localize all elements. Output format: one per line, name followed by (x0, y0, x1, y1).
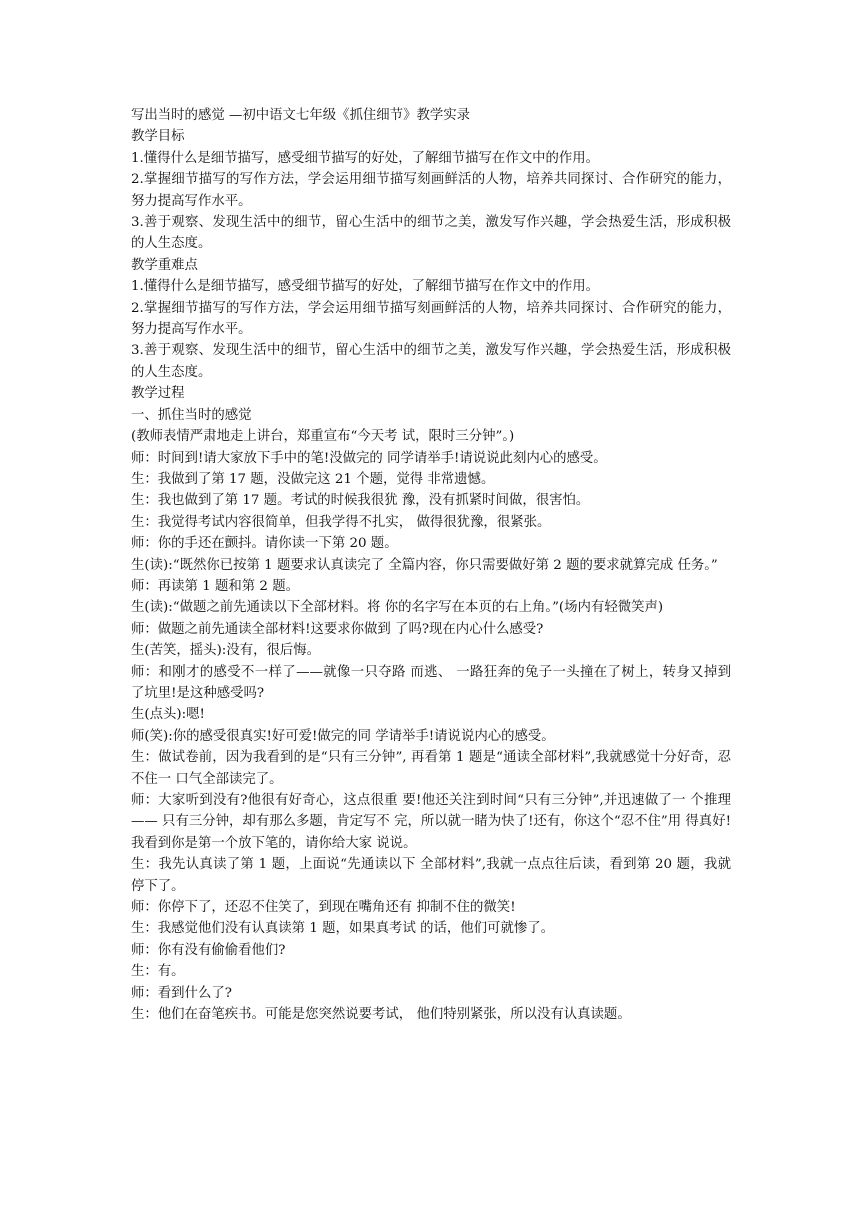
paragraph: 生(苦笑，摇头):没有，很后悔。 (131, 643, 321, 659)
paragraph-list (131, 126, 731, 1025)
paragraph: 师：看到什么了? (131, 985, 232, 1001)
paragraph: 生：他们在奋笔疾书。可能是您突然说要考试， 他们特别紧张，所以没有认真读题。 (131, 1007, 631, 1023)
paragraph: 教学重难点 (131, 257, 198, 273)
paragraph: 1.懂得什么是细节描写，感受细节描写的好处，了解细节描写在作文中的作用。 (131, 150, 600, 166)
paragraph: 生(读):“既然你已按第 1 题要求认真读完了 全篇内容，你只需要做好第 2 题的要求就算完成 任务。” (131, 557, 718, 573)
document-title: 写出当时的感觉 —初中语文七年级《抓住细节》教学实录 (131, 108, 471, 123)
paragraph: 生：我先认真读了第 1 题，上面说“先通读以下 全部材料”,我就一点点往后读，看到第 20 题，我就 停下了。 (131, 857, 731, 894)
paragraph: 教学目标 (131, 129, 185, 145)
paragraph: 师：做题之前先通读全部材料!这要求你做到 了吗?现在内心什么感受? (131, 621, 544, 637)
paragraph: (教师表情严肃地走上讲台，郑重宣布“今天考 试，限时三分钟”。) (131, 429, 515, 445)
paragraph: 生(读):“做题之前先通读以下全部材料。将 你的名字写在本页的右上角。”(场内有轻微笑声) (131, 600, 664, 616)
paragraph: 生：我感觉他们没有认真读第 1 题，如果真考试 的话，他们可就惨了。 (131, 921, 555, 937)
paragraph: 3.善于观察、发现生活中的细节，留心生活中的细节之美，激发写作兴趣，学会热爱生活，形成积极的人生态度。 (131, 215, 731, 252)
paragraph: 生：我觉得考试内容很简单，但我学得不扎实， 做得很犹豫，很紧张。 (131, 514, 551, 530)
document-body (131, 105, 731, 1025)
paragraph: 2.掌握细节描写的写作方法，学会运用细节描写刻画鲜活的人物，培养共同探讨、合作研究的能力，努力提高写作水平。 (131, 300, 731, 338)
paragraph: 生：我做到了第 17 题，没做完这 21 个题，觉得 非常遗憾。 (131, 471, 495, 487)
paragraph: 师：你有没有偷偷看他们? (131, 942, 286, 958)
paragraph: 师(笑):你的感受很真实!好可爱!做完的同 学请举手!请说说内心的感受。 (131, 728, 555, 744)
paragraph: 生：有。 (131, 964, 185, 980)
paragraph: 师：时间到!请大家放下手中的笔!没做完的 同学请举手!请说说此刻内心的感受。 (131, 450, 607, 466)
paragraph: 生：做试卷前，因为我看到的是“只有三分钟”, 再看第 1 题是“通读全部材料”,我就感觉十分好奇，忍不住一 口气全部读完了。 (131, 750, 731, 787)
paragraph: 师：大家听到没有?他很有好奇心，这点很重 要!他还关注到时间“只有三分钟”,并迅速做了一 个推理—— 只有三分钟，却有那么多题，肯定写不 完，所以就一睹为快了!还有，你这个“忍不住”用 得真好!我看到你是第一个放下笔的，请你给大家 说说。 (131, 793, 731, 851)
paragraph: 2.掌握细节描写的写作方法，学会运用细节描写刻画鲜活的人物，培养共同探讨、合作研究的能力，努力提高写作水平。 (131, 172, 731, 209)
paragraph: 师：和刚才的感受不一样了——就像一只夺路 而逃、 一路狂奔的兔子一头撞在了树上，转身又掉到 了坑里!是这种感受吗? (131, 664, 731, 701)
paragraph: 师：你停下了，还忍不住笑了，到现在嘴角还有 抑制不住的微笑! (131, 900, 516, 916)
paragraph: 3.善于观察、发现生活中的细节，留心生活中的细节之美，激发写作兴趣，学会热爱生活，形成积极的人生态度。 (131, 343, 731, 380)
paragraph: 生：我也做到了第 17 题。考试的时候我很犹 豫，没有抓紧时间做，很害怕。 (131, 493, 590, 509)
paragraph: 生(点头):嗯! (131, 707, 205, 723)
paragraph: 一、抓住当时的感觉 (131, 407, 252, 423)
paragraph: 1.懂得什么是细节描写，感受细节描写的好处，了解细节描写在作文中的作用。 (131, 279, 600, 295)
paragraph: 师：再读第 1 题和第 2 题。 (131, 578, 299, 594)
paragraph: 师：你的手还在颤抖。请你读一下第 20 题。 (131, 536, 398, 552)
paragraph: 教学过程 (131, 386, 185, 402)
